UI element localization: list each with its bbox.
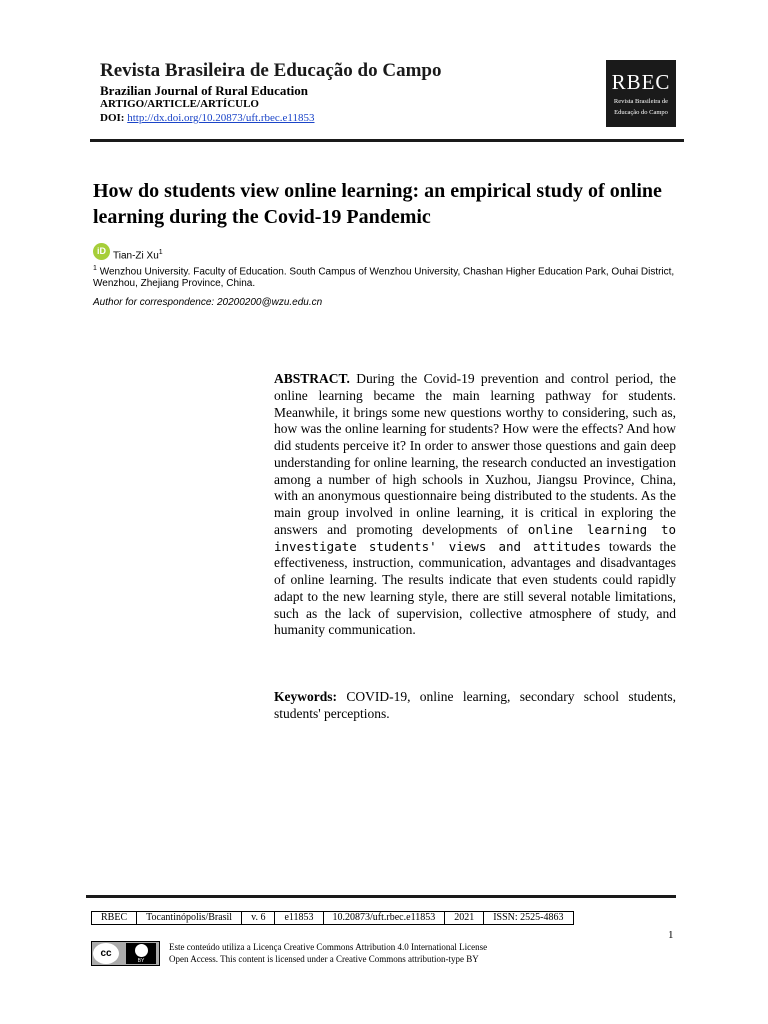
logo-main-text: RBEC xyxy=(611,70,671,94)
abstract-text-2: online learning to investigate students' views and attitudes xyxy=(274,521,677,554)
journal-logo xyxy=(606,60,676,127)
attribution-person-icon xyxy=(135,944,148,957)
license-line-1: Este conteúdo utiliza a Licença Creative Commons Attribution 4.0 International License xyxy=(169,942,488,952)
cc-by-icon xyxy=(126,943,156,964)
citation-row xyxy=(92,912,574,925)
cc-by-label: BY xyxy=(137,958,145,964)
author-name xyxy=(113,249,163,261)
cc-logo-icon: cc xyxy=(93,943,119,964)
footer-divider xyxy=(86,895,676,898)
header-divider xyxy=(90,139,684,142)
keywords-text: COVID-19, online learning, secondary school students, students' perceptions. xyxy=(274,689,676,721)
paper-title: How do students view online learning: an empirical study of online learning during the Covid-19 Pandemic xyxy=(93,180,662,228)
cc-license-icon[interactable] xyxy=(91,941,160,966)
author-name-text: Tian-Zi Xu xyxy=(113,250,159,262)
citation-journal: RBEC xyxy=(92,912,137,925)
page-number: 1 xyxy=(668,929,674,941)
keywords-label: Keywords: xyxy=(274,689,337,704)
journal-subtitle: Brazilian Journal of Rural Education xyxy=(100,83,309,98)
keywords xyxy=(274,689,676,723)
citation-issn: ISSN: 2525-4863 xyxy=(484,912,573,925)
license-text xyxy=(169,941,487,965)
citation-location: Tocantinópolis/Brasil xyxy=(137,912,242,925)
citation-table xyxy=(91,911,574,925)
abstract-text-1: During the Covid-19 prevention and control period, the online learning became the main learning pathway for students. Meanwhile, it brings some new questions worthy to considering, such as, how was the online learning for students? How were the effects? And how did students perceive it? In order to answer those questions and gain deep understanding for online learning, the research conducted an investigation among a number of high schools in Xuzhou, Jiangsu Province, China, with an anonymous questionnaire being distributed to the students. As the main group involved in online learning, it is critical in exploring the answers and promoting developments of xyxy=(274,371,677,537)
license-line-2: Open Access. This content is licensed under a Creative Commons attribution-type BY xyxy=(169,954,479,964)
article-type: ARTIGO/ARTICLE/ARTÍCULO xyxy=(100,98,259,110)
affiliation-superscript: 1 xyxy=(93,265,97,272)
logo-sub-text-2: Educação do Campo xyxy=(614,109,668,116)
affiliation xyxy=(93,263,683,290)
abstract-text-3: towards the effectiveness, instruction, communication, advantages and disadvantages of online learning. The results indicate that even students could rapidly adapt to the new learning style, there are still several notable limitations, such as the lack of supervision, collective atmosphere of study, and humanity communication. xyxy=(274,538,676,638)
abstract-label: ABSTRACT. xyxy=(274,371,350,386)
citation-doi: 10.20873/uft.rbec.e11853 xyxy=(323,912,445,925)
citation-year: 2021 xyxy=(445,912,484,925)
doi-label: DOI: xyxy=(100,112,125,124)
journal-title: Revista Brasileira de Educação do Campo xyxy=(100,60,442,81)
author-superscript: 1 xyxy=(158,249,163,256)
doi-line xyxy=(100,112,315,124)
citation-volume: v. 6 xyxy=(242,912,275,925)
doi-link[interactable]: http://dx.doi.org/10.20873/uft.rbec.e11853 xyxy=(127,112,315,124)
abstract xyxy=(274,371,676,639)
logo-sub-text-1: Revista Brasileira de xyxy=(613,98,669,105)
citation-article-id: e11853 xyxy=(275,912,323,925)
affiliation-text: Wenzhou University. Faculty of Education. South Campus of Wenzhou University, Chashan Higher Education Park, Ouhai District, Wenzhou, Zhejiang Province, China. xyxy=(93,266,675,290)
orcid-icon[interactable]: iD xyxy=(93,243,110,260)
correspondence: Author for correspondence: 20200200@wzu.edu.cn xyxy=(93,297,323,308)
